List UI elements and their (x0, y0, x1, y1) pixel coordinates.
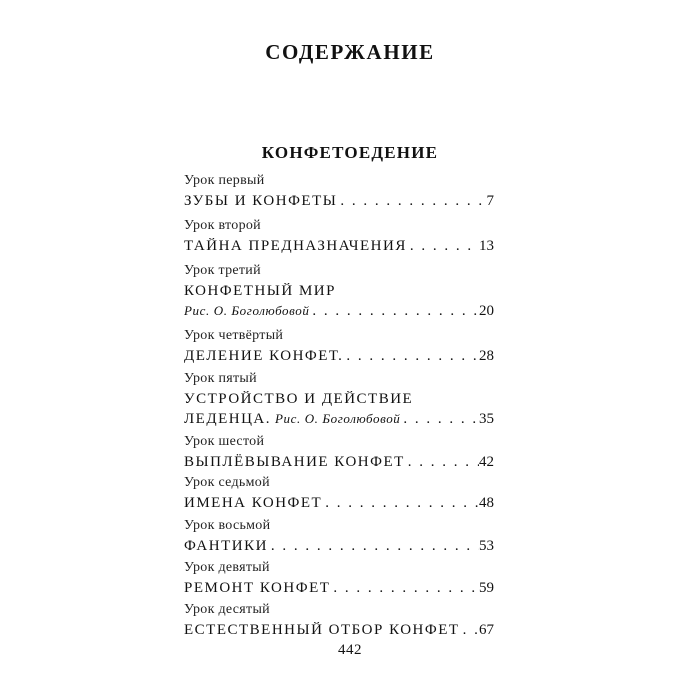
lesson-label: Урок первый (184, 173, 265, 188)
toc-entry (184, 263, 494, 328)
lesson-label: Урок четвёртый (184, 328, 284, 343)
toc-entry (184, 602, 494, 644)
chapter-title: ИМЕНА КОНФЕТ (184, 495, 323, 511)
dot-leader (330, 580, 479, 597)
dot-leader (343, 348, 479, 365)
section-title: КОНФЕТОЕДЕНИЕ (261, 143, 439, 162)
chapter-title: РЕМОНТ КОНФЕТ (184, 580, 331, 596)
dot-leader (400, 411, 479, 428)
toc-entry (184, 371, 494, 434)
toc-entry (184, 518, 494, 560)
chapter-title: ДЕЛЕНИЕ КОНФЕТ. (184, 348, 344, 364)
page-number: 59 (479, 580, 494, 596)
dot-leader (337, 193, 486, 210)
page-number: 20 (479, 303, 494, 319)
dot-leader (322, 495, 479, 512)
chapter-title: ЗУБЫ И КОНФЕТЫ (184, 193, 338, 209)
page-number: 48 (479, 495, 494, 511)
toc-entry (184, 560, 494, 602)
toc-entry (184, 173, 494, 218)
page-number: 42 (479, 454, 494, 470)
page-number: 53 (479, 538, 494, 554)
toc-entry (184, 475, 494, 518)
toc-entry (184, 434, 494, 475)
page-number: 13 (479, 238, 494, 254)
dot-leader (405, 454, 479, 471)
toc-entry (184, 218, 494, 263)
toc-list (184, 173, 494, 644)
lesson-label: Урок восьмой (184, 518, 271, 533)
page-title: СОДЕРЖАНИЕ (265, 40, 435, 64)
chapter-title: КОНФЕТНЫЙ МИР (184, 283, 336, 299)
chapter-title: ВЫПЛЁВЫВАНИЕ КОНФЕТ (184, 454, 405, 470)
chapter-title: ФАНТИКИ (184, 538, 268, 554)
dot-leader (407, 238, 479, 255)
chapter-title: ТАЙНА ПРЕДНАЗНАЧЕНИЯ (184, 238, 407, 254)
chapter-title-continued: ЛЕДЕНЦА. (184, 411, 271, 427)
chapter-title: ЕСТЕСТВЕННЫЙ ОТБОР КОНФЕТ (184, 622, 460, 638)
lesson-label: Урок третий (184, 263, 261, 278)
folio-page-number: 442 (338, 642, 362, 658)
dot-leader (309, 303, 479, 320)
toc-entry (184, 328, 494, 371)
page-number: 28 (479, 348, 494, 364)
lesson-label: Урок девятый (184, 560, 270, 575)
lesson-label: Урок пятый (184, 371, 257, 386)
dot-leader (460, 622, 479, 639)
lesson-label: Урок десятый (184, 602, 270, 617)
lesson-label: Урок второй (184, 218, 261, 233)
page-number: 7 (486, 193, 494, 209)
lesson-label: Урок шестой (184, 434, 265, 449)
chapter-title: УСТРОЙСТВО И ДЕЙСТВИЕ (184, 391, 414, 407)
lesson-label: Урок седьмой (184, 475, 270, 490)
page-number: 35 (479, 411, 494, 427)
page-number: 67 (479, 622, 494, 638)
illustrator-credit: Рис. О. Боголюбовой (184, 303, 310, 318)
dot-leader (268, 538, 479, 555)
illustrator-credit: Рис. О. Боголюбовой (274, 411, 401, 426)
